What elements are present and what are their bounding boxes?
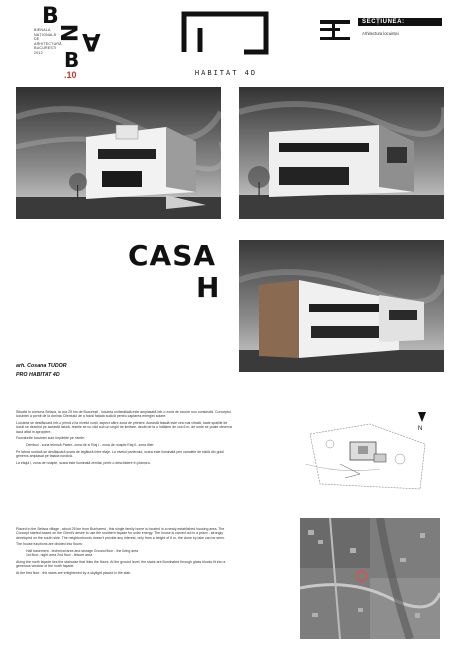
aerial-photo-image (300, 518, 440, 639)
bnab-letter-n: N (55, 23, 81, 43)
section-label: SECȚIUNEA: (358, 18, 442, 26)
paragraph: La etajul I, zona de noapte, scara este iluminată zenital, printr-o deschidere în planșeu. (16, 460, 151, 465)
render-2 (239, 87, 444, 219)
render-3 (239, 240, 444, 372)
habitat-logo (178, 8, 274, 78)
description-ro (16, 410, 234, 467)
caption-line: BUCUREȘTI (34, 46, 57, 51)
section-emblem-icon (318, 18, 354, 44)
bnab-logo (34, 6, 114, 86)
paragraph: Funcțiunile locuinței sunt împărțite pe nivele: (16, 436, 85, 441)
paragraph: Locuința se desfășoară într-o primă zi la nivelul curții, aspect către zona de prieteni. Această fațadă este cea mai vitrată, toate spațiile de locuit se deschid pe această latură. Ieșirile se nu văd sub un unghi de limitare, decât de la o înălțime de cca 6 m. de unde se poate observa lacul aflat în apropiere. (16, 420, 232, 434)
section-header (318, 14, 442, 48)
render-1-image (16, 87, 221, 219)
paragraph: Situată în comuna Sefaca, la cca 25 km de București , locuința unifamilială este amplasată într-o zonă de locuire nou construită. Conceptul locuinței a pornit de la dorința Clientului de a folosi fațada sudică pentru captarea energiei solare. (16, 410, 231, 419)
edition-number: .10 (64, 70, 77, 80)
site-plan-image (300, 404, 440, 494)
bnab-letter-a: A (82, 28, 101, 56)
office-name: PRO HABITAT 4D (16, 372, 60, 378)
project-title-line1: CASA (128, 239, 217, 272)
caption-line: NAȚIONALĂ (34, 32, 57, 37)
caption-line: BIENALA (34, 28, 51, 32)
paragraph: The house functions are divided into floors: (16, 542, 83, 547)
project-title-line2: H (196, 271, 220, 304)
paragraph: Placed in the Sefaca village , about 25 km from Bucharest , this single family home is located in a newly established housing area. The Concept started based on the Client's desire to use the southern façade for solar energy. The house is carved out in a prism - strongly developed on the south side. The neighborhoods doesn't provide any interest, only from a height of 6 m. the close by lake can be seen. (16, 527, 225, 540)
site-plan (300, 404, 440, 494)
svg-text:N: N (418, 426, 423, 432)
bnab-letter-b2: B (64, 48, 80, 72)
aerial-photo (300, 518, 440, 639)
description-en (16, 527, 234, 578)
paragraph: At the first floor , the stairs are enlightened by a skylight placed in the slab. (16, 570, 132, 575)
paragraph: Pe latura nordică se desfășoară scara de legătură între etaje. La nivelul parterului, scara este iluminată prin canalele de sticlă din golul generos amplasat pe fațada nordică. (16, 449, 224, 458)
render-1 (16, 87, 221, 219)
paragraph: Along the north façade lies the staircase that links the floors. At the ground level, the stairs are illuminated through glass blocks fit into a generous window of the north façade. (16, 559, 226, 569)
bnab-caption (34, 28, 64, 56)
render-3-image (239, 240, 444, 372)
habitat-frame-icon (178, 8, 274, 58)
habitat-wordmark: HABITAT 4D (194, 69, 258, 77)
caption-line: ARHITECTURĂ (34, 41, 62, 46)
paragraph: Half basement - technical area and storage Ground floor - the living area 1st floor- night area 2nd floor - leisure area (26, 548, 139, 558)
caption-line: 2012 (34, 50, 43, 55)
author-name: arh. Cosana TUDOR (16, 363, 67, 369)
section-value: Arhitectura locuinței (362, 31, 399, 36)
caption-line: DE (34, 37, 40, 42)
bnab-letter-b1: B (42, 4, 59, 29)
render-2-image (239, 87, 444, 219)
paragraph: Demisol - zona tehnică Parter- zona de zi Etaj I - zona de noapte Etaj II- zona liber (26, 442, 154, 447)
